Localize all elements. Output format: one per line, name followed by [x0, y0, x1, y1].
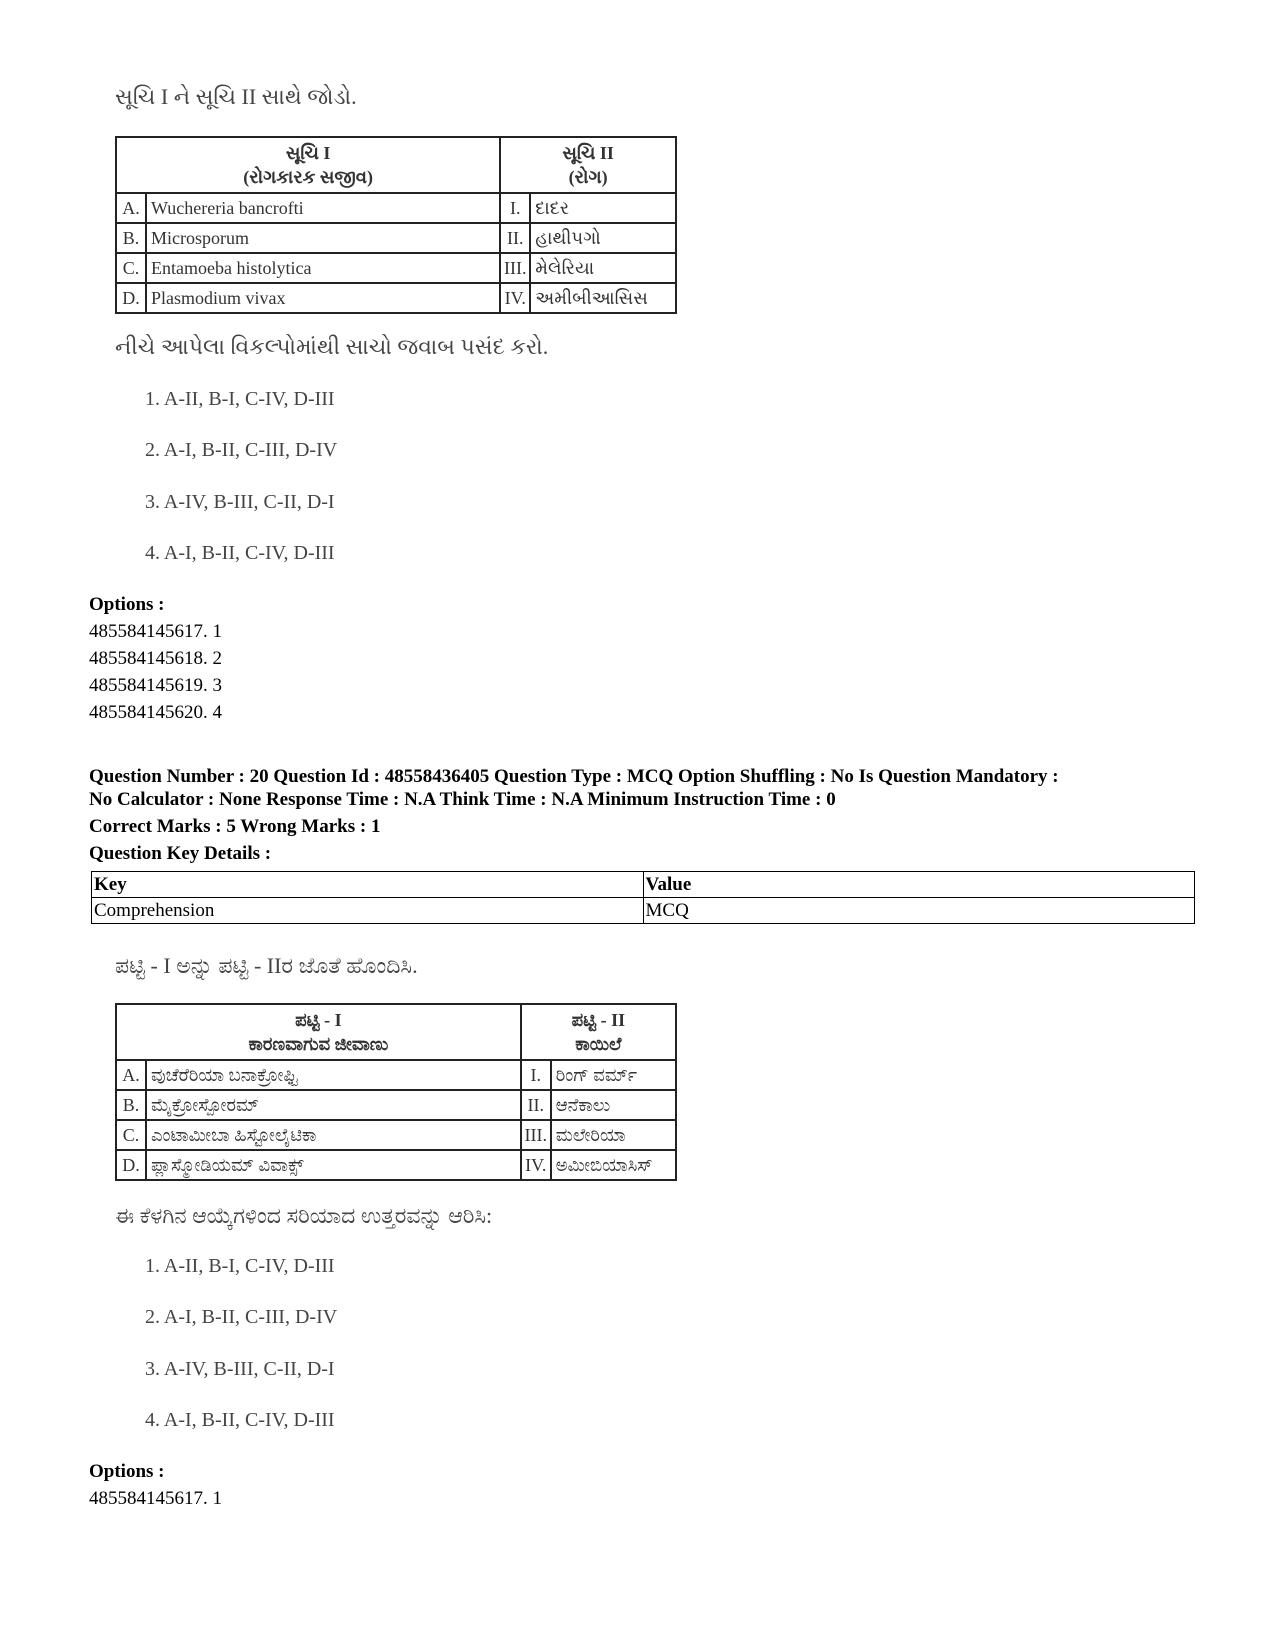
table-row: [116, 253, 676, 283]
disease-cell: અમીબીઆસિસ: [530, 283, 676, 313]
table-row: [116, 283, 676, 313]
table-row: [116, 1150, 676, 1180]
q19-choice-3: 3. A-IV, B-III, C-II, D-I: [145, 491, 335, 513]
organism-cell: ವುಚೆರೆರಿಯಾ ಬನಾಕ್ರೋಫ್ಟಿ: [146, 1060, 521, 1090]
disease-cell: હાથીપગો: [530, 223, 676, 253]
disease-cell: ಆನೆಕಾಲು: [551, 1090, 676, 1120]
row-label: IV.: [500, 283, 530, 313]
q19-list1-title: સૂચિ I: [285, 143, 331, 163]
q20-choice-2: 2. A-I, B-II, C-III, D-IV: [145, 1306, 338, 1328]
q19-choice-1: 1. A-II, B-I, C-IV, D-III: [145, 388, 335, 410]
q20-choice-3: 3. A-IV, B-III, C-II, D-I: [145, 1358, 335, 1380]
q20-options-label: Options :: [89, 1461, 165, 1482]
q20-option-1: 485584145617. 1: [89, 1488, 222, 1509]
q20-list2-subtitle: ಕಾಯಿಲೆ: [575, 1034, 622, 1054]
q19-instruction: નીચે આપેલા વિકલ્પોમાંથી સાચો જવાબ પસંદ કરો.: [115, 334, 549, 359]
table-header-row: [92, 872, 1195, 898]
row-label: I.: [521, 1060, 551, 1090]
q19-list1-header: [116, 137, 500, 193]
q19-list2-header: [500, 137, 676, 193]
table-row: [92, 898, 1195, 924]
row-label: D.: [116, 1150, 146, 1180]
q19-match-table: [115, 136, 677, 314]
q19-option-4: 485584145620. 4: [89, 702, 222, 723]
disease-cell: મેલેરિયા: [530, 253, 676, 283]
q19-option-2: 485584145618. 2: [89, 648, 222, 669]
organism-cell: Microsporum: [146, 223, 500, 253]
row-label: IV.: [521, 1150, 551, 1180]
column-header-value: Value: [643, 872, 1195, 898]
row-label: C.: [116, 253, 146, 283]
table-row: [116, 1060, 676, 1090]
q19-option-3: 485584145619. 3: [89, 675, 222, 696]
q20-meta-line-1: Question Number : 20 Question Id : 48558436405 Question Type : MCQ Option Shuffling : No Is Question Mandatory :: [89, 766, 1059, 787]
q20-list1-subtitle: ಕಾರಣವಾಗುವ ಜೀವಾಣು: [248, 1034, 389, 1054]
table-row: [116, 1090, 676, 1120]
key-cell: Comprehension: [92, 898, 644, 924]
organism-cell: Plasmodium vivax: [146, 283, 500, 313]
disease-cell: ಅಮೀಬಿಯಾಸಿಸ್: [551, 1150, 676, 1180]
value-cell: MCQ: [643, 898, 1195, 924]
column-header-key: Key: [92, 872, 644, 898]
q20-key-details-table: [91, 871, 1195, 924]
q20-list1-header: [116, 1004, 521, 1060]
organism-cell: Wuchereria bancrofti: [146, 193, 500, 223]
row-label: II.: [521, 1090, 551, 1120]
organism-cell: ಪ್ಲಾಸ್ಮೋಡಿಯಮ್ ವಿವಾಕ್ಸ್: [146, 1150, 521, 1180]
q20-list2-header: [521, 1004, 676, 1060]
row-label: III.: [521, 1120, 551, 1150]
q19-list2-subtitle: (રોગ): [568, 167, 608, 187]
row-label: D.: [116, 283, 146, 313]
q19-options-label: Options :: [89, 594, 165, 615]
q19-choice-2: 2. A-I, B-II, C-III, D-IV: [145, 439, 338, 461]
q19-list1-subtitle: (રોગકારક સજીવ): [243, 167, 373, 187]
q19-option-1: 485584145617. 1: [89, 621, 222, 642]
q20-list2-title: ಪಟ್ಟಿ - II: [571, 1010, 626, 1030]
q20-instruction: ಈ ಕೆಳಗಿನ ಆಯ್ಕೆಗಳಿಂದ ಸರಿಯಾದ ಉತ್ತರವನ್ನು ಆರಿಸಿ:: [115, 1203, 493, 1228]
q20-match-table: [115, 1003, 677, 1181]
table-row: [116, 1120, 676, 1150]
disease-cell: ರಿಂಗ್ ವರ್ಮ್: [551, 1060, 676, 1090]
row-label: II.: [500, 223, 530, 253]
row-label: C.: [116, 1120, 146, 1150]
row-label: B.: [116, 1090, 146, 1120]
q20-meta-line-2: No Calculator : None Response Time : N.A Think Time : N.A Minimum Instruction Time : 0: [89, 789, 836, 810]
q19-match-prompt: સૂચિ I ને સૂચિ II સાથે જોડો.: [115, 84, 357, 109]
table-row: [116, 193, 676, 223]
organism-cell: ಎಂಟಾಮೀಬಾ ಹಿಸ್ಟೋಲೈಟಿಕಾ: [146, 1120, 521, 1150]
row-label: A.: [116, 193, 146, 223]
q20-list1-title: ಪಟ್ಟಿ - I: [295, 1010, 342, 1030]
q20-choice-1: 1. A-II, B-I, C-IV, D-III: [145, 1255, 335, 1277]
row-label: A.: [116, 1060, 146, 1090]
row-label: III.: [500, 253, 530, 283]
organism-cell: Entamoeba histolytica: [146, 253, 500, 283]
organism-cell: ಮೈಕ್ರೋಸ್ಪೋರಮ್: [146, 1090, 521, 1120]
disease-cell: દાદર: [530, 193, 676, 223]
row-label: I.: [500, 193, 530, 223]
q20-key-details-label: Question Key Details :: [89, 843, 272, 864]
q20-choice-4: 4. A-I, B-II, C-IV, D-III: [145, 1409, 335, 1431]
disease-cell: ಮಲೇರಿಯಾ: [551, 1120, 676, 1150]
q20-marks: Correct Marks : 5 Wrong Marks : 1: [89, 816, 381, 837]
row-label: B.: [116, 223, 146, 253]
q19-list2-title: સૂચિ II: [562, 143, 614, 163]
q19-choice-4: 4. A-I, B-II, C-IV, D-III: [145, 542, 335, 564]
q20-match-prompt: ಪಟ್ಟಿ - I ಅನ್ನು ಪಟ್ಟಿ - IIರ ಜೊತೆ ಹೊಂದಿಸಿ.: [115, 953, 418, 978]
table-row: [116, 223, 676, 253]
